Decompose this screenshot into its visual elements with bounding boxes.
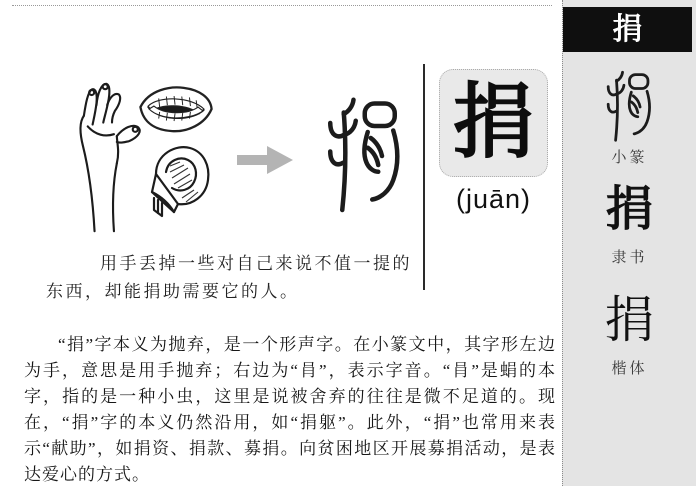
script-label-clerical: 隶书 (611, 250, 648, 266)
main-character: 捐 (452, 77, 535, 168)
pinyin: (juān) (455, 184, 532, 214)
sidebar (562, 0, 696, 486)
seal-script-character (603, 70, 655, 144)
sidebar-header-character: 捐 (612, 12, 643, 46)
caption-line-1: 用手丢掉一些对自己来说不值一提的 (100, 254, 412, 273)
arrow-right-icon (237, 146, 293, 174)
script-label-regular: 楷体 (611, 361, 648, 377)
vertical-divider (423, 64, 425, 290)
character-box (439, 69, 548, 177)
top-dotted-rule (12, 5, 552, 6)
sidebar-header (563, 7, 692, 52)
stone-ring-icon (142, 140, 212, 230)
caption-line-2: 东西，却能捐助需要它的人。 (46, 282, 300, 301)
mouth-icon (136, 84, 216, 134)
regular-script-character: 捐 (604, 292, 655, 348)
clerical-script-character: 捐 (605, 183, 654, 236)
seal-script-character (320, 96, 408, 216)
script-label-seal: 小篆 (611, 150, 648, 166)
etymology-paragraph: “捐”字本义为抛弃，是一个形声字。在小篆文中，其字形左边为手，意思是用手抛弃；右边为“肙”，表示字音。“肙”是蜎的本字，指的是一种小虫，这里是说被舍弃的往往是微不足道的。现在，“捐”字的本义仍然沿用，如“捐躯”。此外，“捐”也常用来表示“献助”，如捐资、捐款、募捐。向贫困地区开展募捐活动，是表达爱心的方式。 (24, 335, 556, 484)
